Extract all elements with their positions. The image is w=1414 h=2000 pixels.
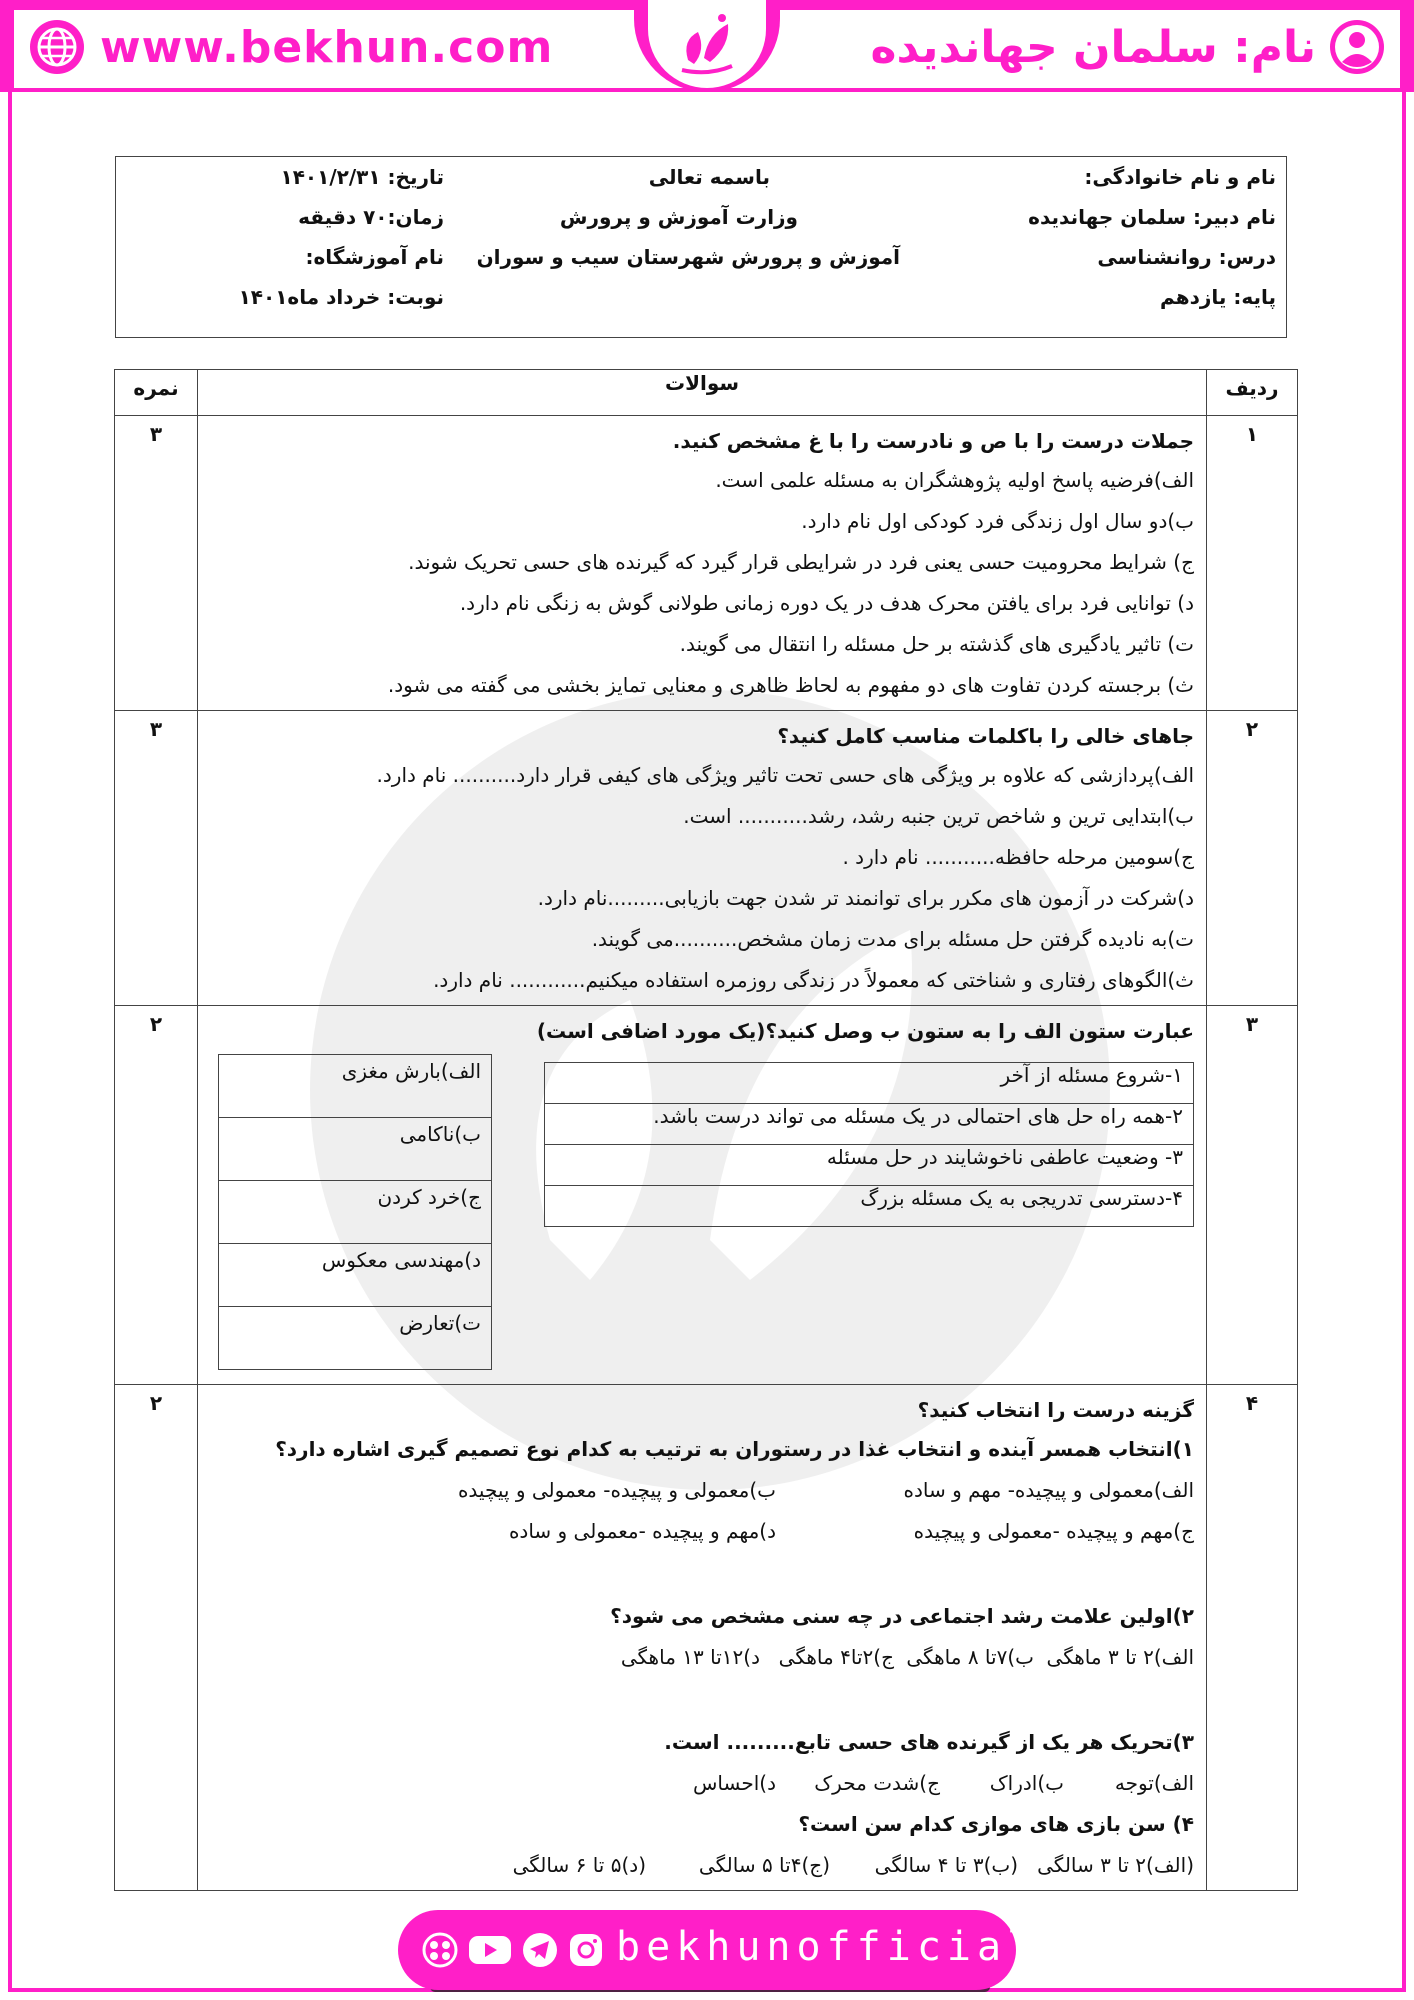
column-a-item: ۲-همه راه حل های احتمالی در یک مسئله می تواند درست باشد. <box>545 1104 1194 1145</box>
option-b: ب)ادراک <box>989 1771 1064 1795</box>
column-b-item: ت)تعارض <box>219 1307 492 1370</box>
social-handle[interactable]: bekhunofficial <box>616 1924 1038 1970</box>
option-a: الف)توجه <box>1114 1771 1194 1795</box>
option-c: ج)شدت محرک <box>814 1771 940 1795</box>
table-row <box>115 711 1298 1006</box>
option-d: د)۱۲تا ۱۳ ماهگی <box>620 1645 760 1669</box>
question-number: ۱ <box>1207 416 1298 711</box>
column-a-item: ۱-شروع مسئله از آخر <box>545 1063 1194 1104</box>
course-name: درس: روانشناسی <box>1097 245 1276 269</box>
question-title: جاهای خالی را باکلمات مناسب کامل کنید؟ <box>777 724 1194 748</box>
question-score: ۳ <box>115 416 198 711</box>
list-item: ت) تاثیر یادگیری های گذشته بر حل مسئله را انتقال می گویند. <box>679 632 1194 656</box>
list-item: د)شرکت در آزمون های مکرر برای توانمند تر شدن جهت بازیابی.........نام دارد. <box>537 886 1194 910</box>
exam-header-box <box>115 156 1287 338</box>
exam-session: نوبت: خرداد ماه۱۴۰۱ <box>238 285 444 309</box>
col-score-header: نمره <box>115 370 198 416</box>
column-b-item: د)مهندسی معکوس <box>219 1244 492 1307</box>
col-questions-header: سوالات <box>198 370 1207 416</box>
grade-level: پایه: یازدهم <box>1160 285 1276 309</box>
options-row <box>210 1845 1194 1886</box>
option-d: د)مهم و پیچیده -معمولی و ساده <box>508 1519 776 1543</box>
list-item: ب)دو سال اول زندگی فرد کودکی اول نام دارد. <box>801 509 1194 533</box>
questions-table <box>114 369 1298 1891</box>
column-a-item: ۴-دسترسی تدریجی به یک مسئله بزرگ <box>545 1186 1194 1227</box>
bekhun-logo-icon <box>668 10 746 82</box>
option-c: ج)مهم و پیچیده -معمولی و پیچیده <box>913 1519 1194 1543</box>
list-item: الف)پردازشی که علاوه بر ویژگی های حسی تحت تاثیر ویژگی های کیفی قرار دارد.......... نام دارد. <box>376 763 1194 787</box>
globe-icon <box>28 18 86 76</box>
question-number: ۲ <box>1207 711 1298 1006</box>
option-a: (الف)۲ تا ۳ سالگی <box>1037 1853 1194 1877</box>
student-name-field: نام و نام خانوادگی: <box>1084 165 1276 189</box>
options-row <box>210 1763 1194 1804</box>
column-a-item: ۳- وضعیت عاطفی ناخوشایند در حل مسئله <box>545 1145 1194 1186</box>
question-score: ۲ <box>115 1385 198 1891</box>
question-cell <box>198 1006 1207 1385</box>
question-title: گزینه درست را انتخاب کنید؟ <box>917 1398 1194 1422</box>
column-b-table <box>218 1054 492 1370</box>
col-row-header: ردیف <box>1207 370 1298 416</box>
table-row <box>115 1006 1298 1385</box>
exam-duration: زمان:۷۰ دقیقه <box>298 205 444 229</box>
option-a: الف)معمولی و پیچیده- مهم و ساده <box>903 1478 1194 1502</box>
matching-area <box>210 1050 1194 1380</box>
website-link[interactable] <box>28 18 553 76</box>
list-item: ج) شرایط محرومیت حسی یعنی فرد در شرایطی قرار گیرد که گیرنده های حسی تحریک شوند. <box>408 550 1194 574</box>
list-item: ت)به نادیده گرفتن حل مسئله برای مدت زمان مشخص..........می گویند. <box>591 927 1194 951</box>
youtube-icon[interactable] <box>468 1932 512 1968</box>
instagram-icon[interactable] <box>568 1932 604 1968</box>
column-a-table <box>544 1062 1194 1227</box>
list-item: ث) برجسته کردن تفاوت های دو مفهوم به لحاظ ظاهری و معنایی تمایز بخشی می گفته می شود. <box>387 673 1194 697</box>
option-d: د)احساس <box>693 1771 776 1795</box>
question-cell <box>198 711 1207 1006</box>
column-b-item: ب)ناکامی <box>219 1118 492 1181</box>
option-d: (د)۵ تا ۶ سالگی <box>512 1853 646 1877</box>
option-b: ب)۷تا ۸ ماهگی <box>906 1645 1034 1669</box>
table-header-row <box>115 370 1298 416</box>
list-item: ب)ابتدایی ترین و شاخص ترین جنبه رشد، رشد........... است. <box>683 804 1194 828</box>
student-name-banner <box>871 18 1386 76</box>
list-item: الف)فرضیه پاسخ اولیه پژوهشگران به مسئله علمی است. <box>715 468 1194 492</box>
name-label: نام: سلمان جهاندیده <box>870 21 1316 73</box>
option-b: (ب)۳ تا ۴ سالگی <box>874 1853 1018 1877</box>
sub-question: ۱)انتخاب همسر آینده و انتخاب غذا در رستوران به ترتیب به کدام نوع تصمیم گیری اشاره دارد؟ <box>275 1437 1194 1461</box>
ministry-name: وزارت آموزش و پرورش <box>559 205 798 229</box>
table-row <box>115 416 1298 711</box>
sub-question: ۲)اولین علامت رشد اجتماعی در چه سنی مشخص می شود؟ <box>610 1604 1194 1628</box>
question-number: ۳ <box>1207 1006 1298 1385</box>
option-c: (ج)۴تا ۵ سالگی <box>698 1853 830 1877</box>
option-b: ب)معمولی و پیچیده- معمولی و پیچیده <box>457 1478 776 1502</box>
question-title: عبارت ستون الف را به ستون ب وصل کنید؟(یک مورد اضافی است) <box>536 1019 1194 1043</box>
list-item: ج)سومین مرحله حافظه........... نام دارد . <box>842 845 1194 869</box>
aparat-icon[interactable] <box>422 1932 458 1968</box>
website-url[interactable]: www.bekhun.com <box>100 21 554 73</box>
department-name: آموزش و پرورش شهرستان سیب و سوران <box>476 245 900 269</box>
table-row <box>115 1385 1298 1891</box>
question-score: ۳ <box>115 711 198 1006</box>
social-footer <box>398 1910 1038 1990</box>
telegram-icon[interactable] <box>522 1932 558 1968</box>
teacher-name: نام دبیر: سلمان جهاندیده <box>1028 205 1276 229</box>
options-row <box>210 1470 1194 1511</box>
list-item: د) توانایی فرد برای یافتن محرک هدف در یک دوره زمانی طولانی گوش به زنگی نام دارد. <box>459 591 1194 615</box>
exam-date: تاریخ: ۱۴۰۱/۲/۳۱ <box>280 165 444 189</box>
options-row <box>210 1637 1194 1678</box>
sub-question: ۳)تحریک هر یک از گیرنده های حسی تابع......... است. <box>664 1730 1194 1754</box>
question-number: ۴ <box>1207 1385 1298 1891</box>
spacer <box>210 1552 1194 1596</box>
spacer <box>210 1678 1194 1722</box>
options-row <box>210 1511 1194 1552</box>
column-b-item: ج)خرد کردن <box>219 1181 492 1244</box>
option-a: الف)۲ تا ۳ ماهگی <box>1046 1645 1194 1669</box>
question-score: ۲ <box>115 1006 198 1385</box>
column-b-item: الف)بارش مغزی <box>219 1055 492 1118</box>
list-item: ث)الگوهای رفتاری و شناختی که معمولاً در زندگی روزمره استفاده میکنیم............ نام دارد. <box>433 968 1194 992</box>
user-icon <box>1328 18 1386 76</box>
sub-question: ۴) سن بازی های موازی کدام سن است؟ <box>798 1812 1194 1836</box>
option-c: ج)۲تا۴ ماهگی <box>778 1645 894 1669</box>
question-cell <box>198 1385 1207 1891</box>
bismillah-heading: باسمه تعالی <box>648 165 770 189</box>
school-name-field: نام آموزشگاه: <box>305 245 444 269</box>
question-title: جملات درست را با ص و نادرست را با غ مشخص کنید. <box>672 429 1194 453</box>
question-cell <box>198 416 1207 711</box>
